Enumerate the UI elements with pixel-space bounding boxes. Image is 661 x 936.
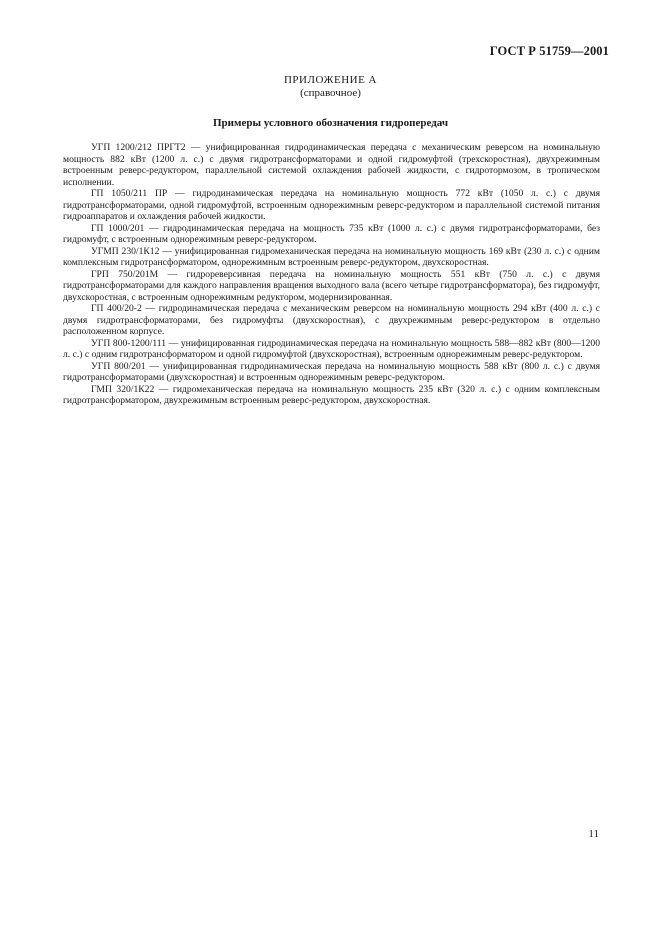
paragraph: УГМП 230/1К12 — унифицированная гидромеханическая передача на номинальную мощность 169 кВт (230 л. с.) с одним комплексным гидротрансформатором, однорежимным встроенным реверс-редуктором, двухскоростная.	[63, 245, 600, 268]
paragraph: УГП 1200/212 ПРГТ2 — унифицированная гидродинамическая передача с механическим реверсом на номинальную мощность 882 кВт (1200 л. с.) с двумя гидротрансформаторами и одной гидромуфтой (трехскоростная), двухрежимным встроенным реверс-редуктором, параллельной системой охлаждения рабочей жидкости, с гидротормозом, в тропическом исполнении.	[63, 142, 600, 188]
document-code: ГОСТ Р 51759—2001	[489, 44, 609, 58]
annex-heading	[0, 74, 661, 100]
annex-title: ПРИЛОЖЕНИЕ А	[283, 74, 377, 86]
paragraph: ГП 1000/201 — гидродинамическая передача на мощность 735 кВт (1000 л. с.) с двумя гидротрансформаторами, без гидромуфт, с встроенным однорежимным реверс-редуктором.	[63, 222, 600, 245]
page-number: 11	[588, 828, 599, 840]
paragraph: УГП 800/201 — унифицированная гидродинамическая передача на номинальную мощность 588 кВт (800 л. с.) с двумя гидротрансформаторами (двухскоростная) и встроенным однорежимным реверс-редуктором.	[63, 360, 600, 383]
paragraph: ГП 1050/211 ПР — гидродинамическая передача на номинальную мощность 772 кВт (1050 л. с.) с двумя гидротрансформаторами, одной гидромуфтой, встроенным однорежимным реверс-редуктором и параллельной системой питания гидроаппаратов и охлаждения рабочей жидкости.	[63, 188, 600, 222]
paragraph: ГП 400/20-2 — гидродинамическая передача с механическим реверсом на номинальную мощность 294 кВт (400 л. с.) с двумя гидротрансформаторами, без гидромуфты (двухскоростная), с двухрежимным реверс-редуктором в отдельно расположенном корпусе.	[63, 303, 600, 337]
paragraph: УГП 800-1200/111 — унифицированная гидродинамическая передача на номинальную мощность 588—882 кВт (800—1200 л. с.) с одним гидротрансформатором и одной гидромуфтой (двухскоростная), встроенным однорежимным реверс-редуктором.	[63, 337, 600, 360]
paragraph: ГРП 750/201М — гидрореверсивная передача на номинальную мощность 551 кВт (750 л. с.) с двумя гидротрансформаторами для каждого направления вращения выходного вала (всего четыре гидротрансформатора), без гидромуфт, двухскоростная, с встроенным однорежимным редуктором, модернизированная.	[63, 268, 600, 303]
annex-subtitle: (справочное)	[300, 87, 361, 99]
paragraph: ГМП 320/1К22 — гидромеханическая передача на номинальную мощность 235 кВт (320 л. с.) с одним комплексным гидротрансформатором, двухрежимным встроенным реверс-редуктором, двухскоростная.	[63, 383, 600, 406]
body-text	[63, 142, 600, 407]
section-title: Примеры условного обозначения гидропередач	[212, 117, 449, 129]
